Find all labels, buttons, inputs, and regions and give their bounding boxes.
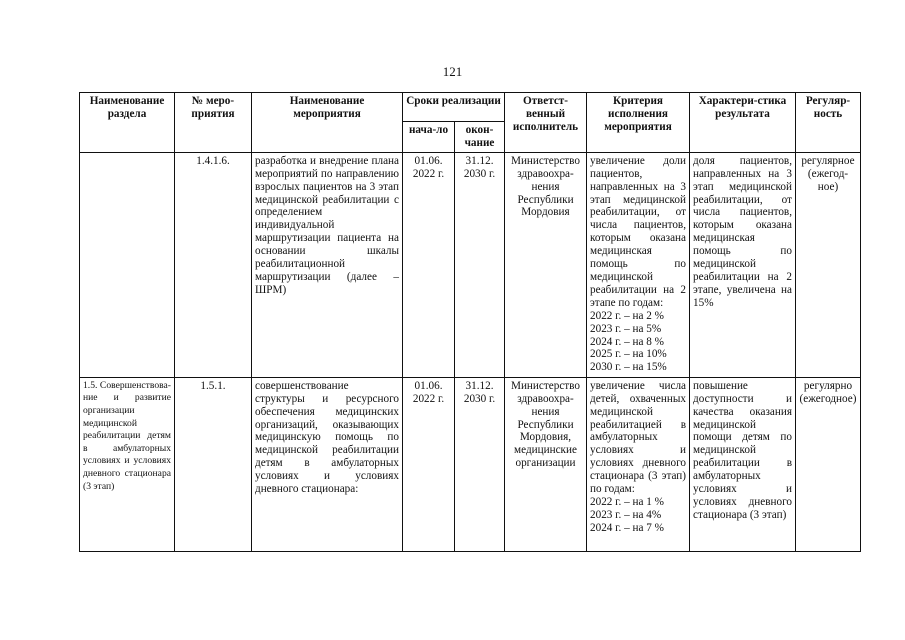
regularity-cell: регулярное (ежегод-ное) bbox=[796, 152, 861, 377]
start-cell: 01.06. 2022 г. bbox=[403, 377, 455, 551]
number-cell: 1.4.1.6. bbox=[175, 152, 252, 377]
criteria-text: увеличение числа детей, охваченных медицинской реабилитацией в амбулаторных условиях и условиях дневного стационара (3 этап) по годам: bbox=[590, 379, 686, 496]
header-end: окон-чание bbox=[455, 122, 505, 153]
criteria-year: 2022 г. – на 2 % bbox=[590, 309, 664, 322]
criteria-year: 2022 г. – на 1 % bbox=[590, 495, 664, 508]
header-criteria: Критерия исполнения мероприятия bbox=[587, 93, 690, 153]
criteria-year: 2023 г. – на 4% bbox=[590, 508, 662, 521]
header-executor: Ответст-венный исполнитель bbox=[505, 93, 587, 153]
regularity-cell: регулярно (ежегодное) bbox=[796, 377, 861, 551]
header-section: Наименование раздела bbox=[80, 93, 175, 153]
section-cell: 1.5. Совершенствова-ние и развитие организации медицинской реабилитации детям в амбулаторных условиях и условиях дневного стационара (3 этап) bbox=[80, 377, 175, 551]
criteria-year: 2025 г. – на 10% bbox=[590, 348, 667, 361]
table-row bbox=[80, 152, 861, 377]
executor-cell: Министерство здравоохра-нения Республики Мордовия bbox=[505, 152, 587, 377]
number-cell: 1.5.1. bbox=[175, 377, 252, 551]
executor-cell: Министерство здравоохра-нения Республики Мордовия, медицинские организации bbox=[505, 377, 587, 551]
criteria-cell bbox=[587, 377, 690, 551]
measures-table bbox=[79, 92, 861, 552]
criteria-year: 2024 г. – на 7 % bbox=[590, 521, 664, 534]
start-cell: 01.06. 2022 г. bbox=[403, 152, 455, 377]
criteria-cell bbox=[587, 152, 690, 377]
table-row bbox=[80, 377, 861, 551]
name-cell: разработка и внедрение плана мероприятий по направлению взрослых пациентов на 3 этап медицинской реабилитации с определением индивидуальной маршрутизации пациента на основании шкалы реабилитационной маршрутизации (далее – ШРМ) bbox=[252, 152, 403, 377]
criteria-year: 2023 г. – на 5% bbox=[590, 322, 662, 335]
header-result: Характери-стика результата bbox=[690, 93, 796, 153]
result-cell: доля пациентов, направленных на 3 этап медицинской реабилитации, от числа пациентов, которым оказана медицинская помощь по медицинской реабилитации на 2 этапе, увеличена на 15% bbox=[690, 152, 796, 377]
header-regularity: Регуляр-ность bbox=[796, 93, 861, 153]
header-period: Сроки реализации bbox=[403, 93, 505, 122]
section-cell bbox=[80, 152, 175, 377]
header-name: Наименование мероприятия bbox=[252, 93, 403, 153]
criteria-text: увеличение доли пациентов, направленных на 3 этап медицинской реабилитации, от числа пациентов, которым оказана медицинская помощь по медицинской реабилитации на 2 этапе по годам: bbox=[590, 154, 686, 309]
end-cell: 31.12. 2030 г. bbox=[455, 152, 505, 377]
name-cell: совершенствование структуры и ресурсного обеспечения медицинских организаций, оказывающих медицинскую помощь по медицинской реабилитации детям в амбулаторных условиях и условиях дневного стационара: bbox=[252, 377, 403, 551]
header-start: нача-ло bbox=[403, 122, 455, 153]
page-number: 121 bbox=[442, 64, 463, 79]
header-number: № меро-приятия bbox=[175, 93, 252, 153]
criteria-year: 2024 г. – на 8 % bbox=[590, 335, 664, 348]
criteria-year: 2030 г. – на 15% bbox=[590, 361, 667, 374]
result-cell: повышение доступности и качества оказания медицинской помощи детям по медицинской реабилитации в амбулаторных условиях и условиях дневного стационара (3 этап) bbox=[690, 377, 796, 551]
end-cell: 31.12. 2030 г. bbox=[455, 377, 505, 551]
